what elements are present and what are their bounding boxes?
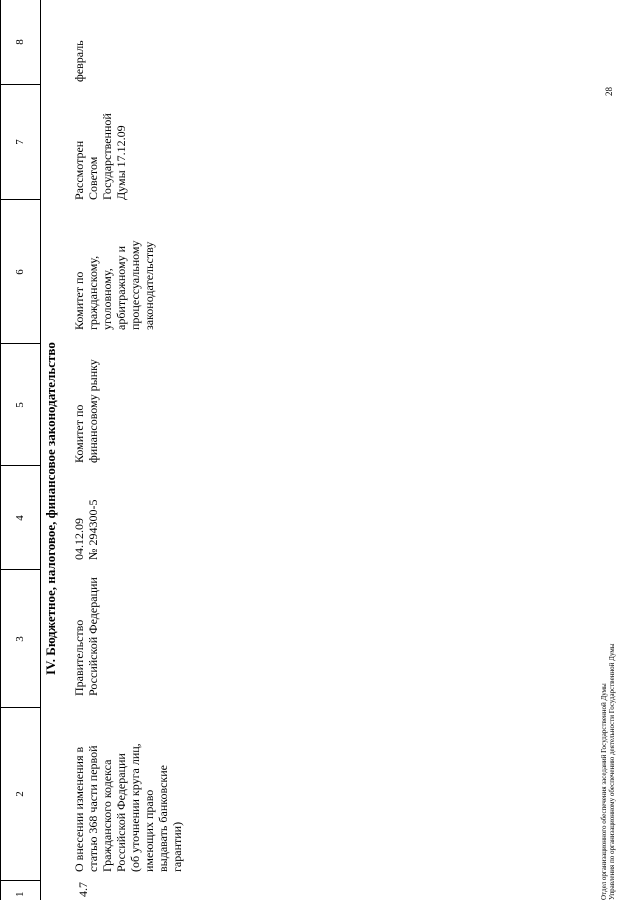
table-header-row: [0, 0, 40, 900]
status-line: Советом: [86, 156, 100, 200]
bill-title-line: выдавать банковские: [156, 765, 170, 872]
co-executor-line: законодательству: [142, 241, 156, 330]
co-executor-line: Комитет по: [72, 271, 86, 330]
column-divider: [0, 343, 40, 344]
responsible-committee: [72, 359, 100, 463]
bill-title-line: гарантии): [170, 821, 184, 872]
column-number-5: 5: [14, 402, 26, 408]
footer: [600, 644, 616, 900]
introduction-date: [72, 500, 100, 560]
table-header-bottom-border: [40, 0, 41, 900]
column-divider: [0, 84, 40, 85]
bill-title-line: Гражданского кодекса: [100, 759, 114, 872]
column-number-3: 3: [14, 636, 26, 642]
responsible-committee-line: Комитет по: [72, 404, 86, 463]
initiator: [72, 577, 100, 696]
bill-title-line: (об уточнении круга лиц,: [128, 743, 142, 872]
section-heading: IV. Бюджетное, налоговое, финансовое законодательство: [43, 342, 58, 675]
co-executor-committee: [72, 241, 156, 330]
date-line: 04.12.09: [72, 518, 86, 560]
initiator-line: Правительство: [72, 619, 86, 696]
co-executor-line: арбитражному и: [114, 245, 128, 330]
column-divider: [0, 465, 40, 466]
bill-title: [72, 743, 184, 872]
status-line: Думы 17.12.09: [114, 125, 128, 200]
column-number-2: 2: [14, 791, 26, 797]
co-executor-line: процессуальному: [128, 240, 142, 330]
column-divider: [0, 569, 40, 570]
bill-title-line: Российской Федерации: [114, 753, 128, 872]
page-number: 28: [604, 87, 614, 96]
responsible-committee-line: финансовому рынку: [86, 359, 100, 463]
planned-month: февраль: [72, 40, 86, 82]
column-number-8: 8: [14, 39, 26, 45]
co-executor-line: уголовному,: [100, 268, 114, 330]
footer-line: Управления по организационному обеспечению деятельности Государственной Думы: [608, 643, 616, 900]
bill-title-line: имеющих право: [142, 789, 156, 872]
column-number-1: 1: [14, 891, 26, 897]
column-number-6: 6: [14, 269, 26, 275]
status: [72, 113, 128, 200]
column-divider: [0, 199, 40, 200]
column-number-4: 4: [14, 515, 26, 521]
bill-title-line: О внесении изменения в: [72, 746, 86, 872]
bill-number-line: № 294300-5: [86, 499, 100, 560]
row-number: 4.7: [76, 882, 90, 897]
initiator-line: Российской Федерации: [86, 577, 100, 696]
column-divider: [0, 707, 40, 708]
column-number-7: 7: [14, 139, 26, 145]
status-line: Государственной: [100, 113, 114, 200]
status-line: Рассмотрен: [72, 140, 86, 200]
footer-line: Отдел организационного обеспечения заседаний Государственной Думы: [600, 683, 608, 900]
bill-title-line: статью 368 части первой: [86, 745, 100, 872]
co-executor-line: гражданскому,: [86, 255, 100, 330]
